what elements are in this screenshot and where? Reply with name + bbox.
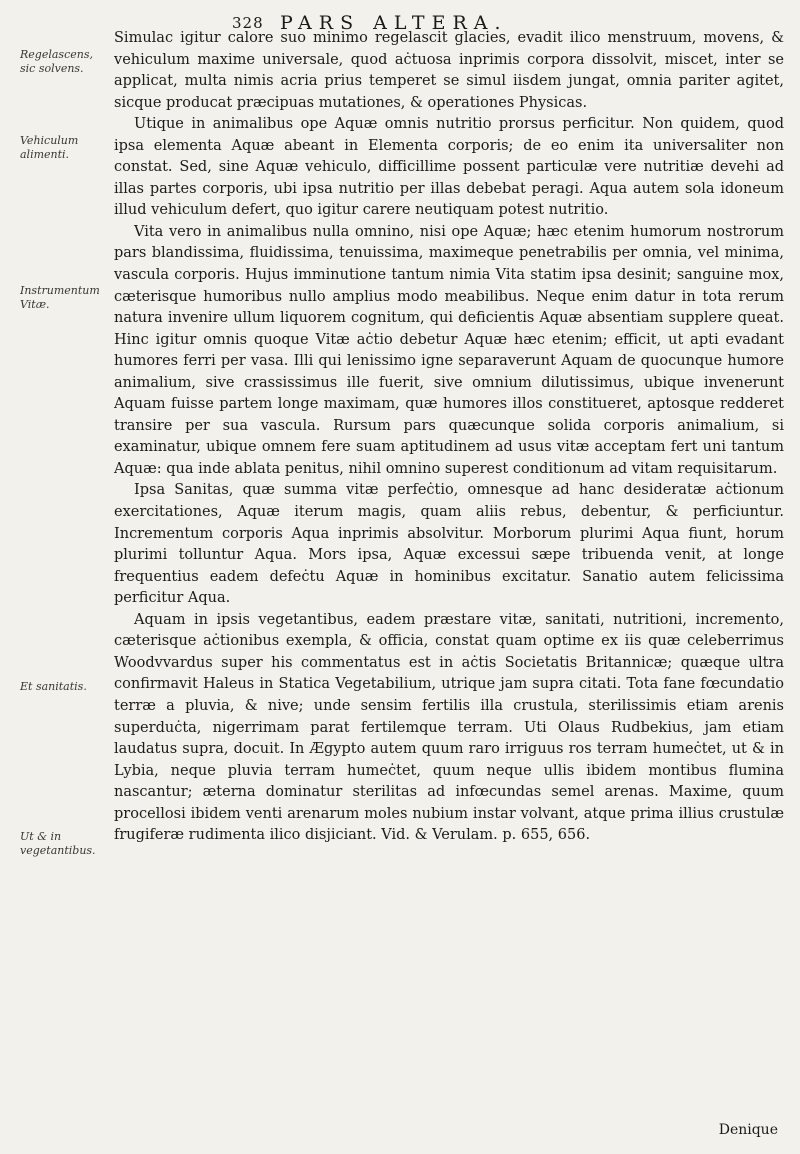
running-head: PARS ALTERA. bbox=[280, 12, 508, 34]
paragraph-nutritio: Utique in animalibus ope Aquæ omnis nutritio prorsus perficitur. Non quidem, quod ipsa elementa Aquæ abeant in Elementa corporis; de eo enim ita universaliter non constat. Sed, sine Aquæ vehiculo, difficillime possent particulæ vere nutritiæ devehi ad illas partes corporis, ubi ipsa nutritio per illas debebat peragi. Aqua autem sola idoneum illud vehiculum defert, quo igitur carere neutiquam potest nutritio. bbox=[114, 116, 784, 219]
paragraph-sanitas: Ipsa Sanitas, quæ summa vitæ perfeċtio, omnesque ad hanc desideratæ aċtionum exercitationes, Aquæ iterum magis, quam aliis rebus, debentur, & perficiuntur. Incrementum corporis Aqua inprimis absolvitur. Morborum plurimi Aqua fiunt, horum plurimi tolluntur Aqua. Mors ipsa, Aquæ excessui sæpe tribuenda venit, at longe frequentius eadem defeċtu Aquæ in hominibus excitatur. Sanatio autem felicissima perficitur Aqua. bbox=[114, 482, 784, 607]
paragraph-vegetantibus: Aquam in ipsis vegetantibus, eadem præstare vitæ, sanitati, nutritioni, incremento, cæterisque aċtionibus exempla, & officia, constat quam optime ex iis quæ celeberrimus Woodvvardus super his commentatus est in aċtis Societatis Britannicæ; quæque ultra confirmavit Haleus in Statica Vegetabilium, utrique jam supra citati. Tota fane fœcundatio terræ a pluvia, & nive; unde sensim fertilis illa crustula, sterilissimis etiam arenis superduċta, nigerrimam parat fertilemque terram. Uti Olaus Rudbekius, jam etiam laudatus supra, docuit. In Ægypto autem quum raro irriguus ros terram humeċtet, ut & in Lybia, neque pluvia terram humeċtet, quum neque ullis ibidem montibus flumina nascantur; æterna dominatur sterilitas ad infœcundas semel arenas. Maxime, quum procellosi ibidem venti arenarum moles nubium instar volvant, atque prima illius crustulæ frugiferæ rudimenta ilico disjiciant. Vid. & Verulam. p. 655, 656. bbox=[114, 611, 784, 844]
margin-note-vehiculum: Vehiculum alimenti. bbox=[20, 134, 79, 161]
catchword: Denique bbox=[718, 1122, 778, 1138]
margin-note-instrumentum: Instrumentum Vitæ. bbox=[20, 284, 100, 311]
page-number: 328 bbox=[232, 14, 264, 32]
paragraph-vita: Vita vero in animalibus nulla omnino, nisi ope Aquæ; hæc etenim humorum nostrorum pars blandissima, fluidissima, tenuissima, maximeque penetrabilis per omnia, vel minima, vascula corporis. Hujus imminutione tantum nimia Vita statim ipsa desinit; sanguine mox, cæterisque humoribus nullo amplius modo meabilibus. Neque enim datur in tota rerum natura invenire ullum liquorem cognitum, qui deficientis Aquæ absentiam supplere queat. Hinc igitur omnis quoque Vitæ aċtio debetur Aquæ hæc etenim; efficit, ut apti evadant humores ferri per vasa. Illi qui lenissimo igne separaverunt Aquam de quocunque humore animalium, sive crassissimus ille fuerit, sive omnium dilutissimus, ubique invenerunt Aquam fuisse partem longe maximam, quæ humores illos constitueret, aptosque redderet transire per sua vascula. Rursum pars quæcunque solida corporis animalium, si examinatur, ubique omnem fere suam aptitudinem ad usus vitæ acceptam fert uni tantum Aquæ: qua inde ablata penitus, nihil omnino superest conditionum ad vitam requisitarum. bbox=[114, 223, 784, 477]
margin-note-regelascens: Regelascens, sic solvens. bbox=[20, 48, 93, 75]
margin-note-vegetantibus: Ut & in vegetantibus. bbox=[20, 830, 96, 857]
margin-note-sanitatis: Et sanitatis. bbox=[20, 680, 87, 693]
body-text bbox=[114, 28, 784, 847]
paragraph-regelascens: Simulac igitur calore suo minimo regelascit glacies, evadit ilico menstruum, movens, & vehiculum maxime universale, quod aċtuosa inprimis corpora dissolvit, miscet, inter se applicat, multa nimis acria prius temperet se simul iisdem jungat, omnia pariter agitet, sicque producat præcipuas mutationes, & operationes Physicas. bbox=[114, 30, 784, 111]
